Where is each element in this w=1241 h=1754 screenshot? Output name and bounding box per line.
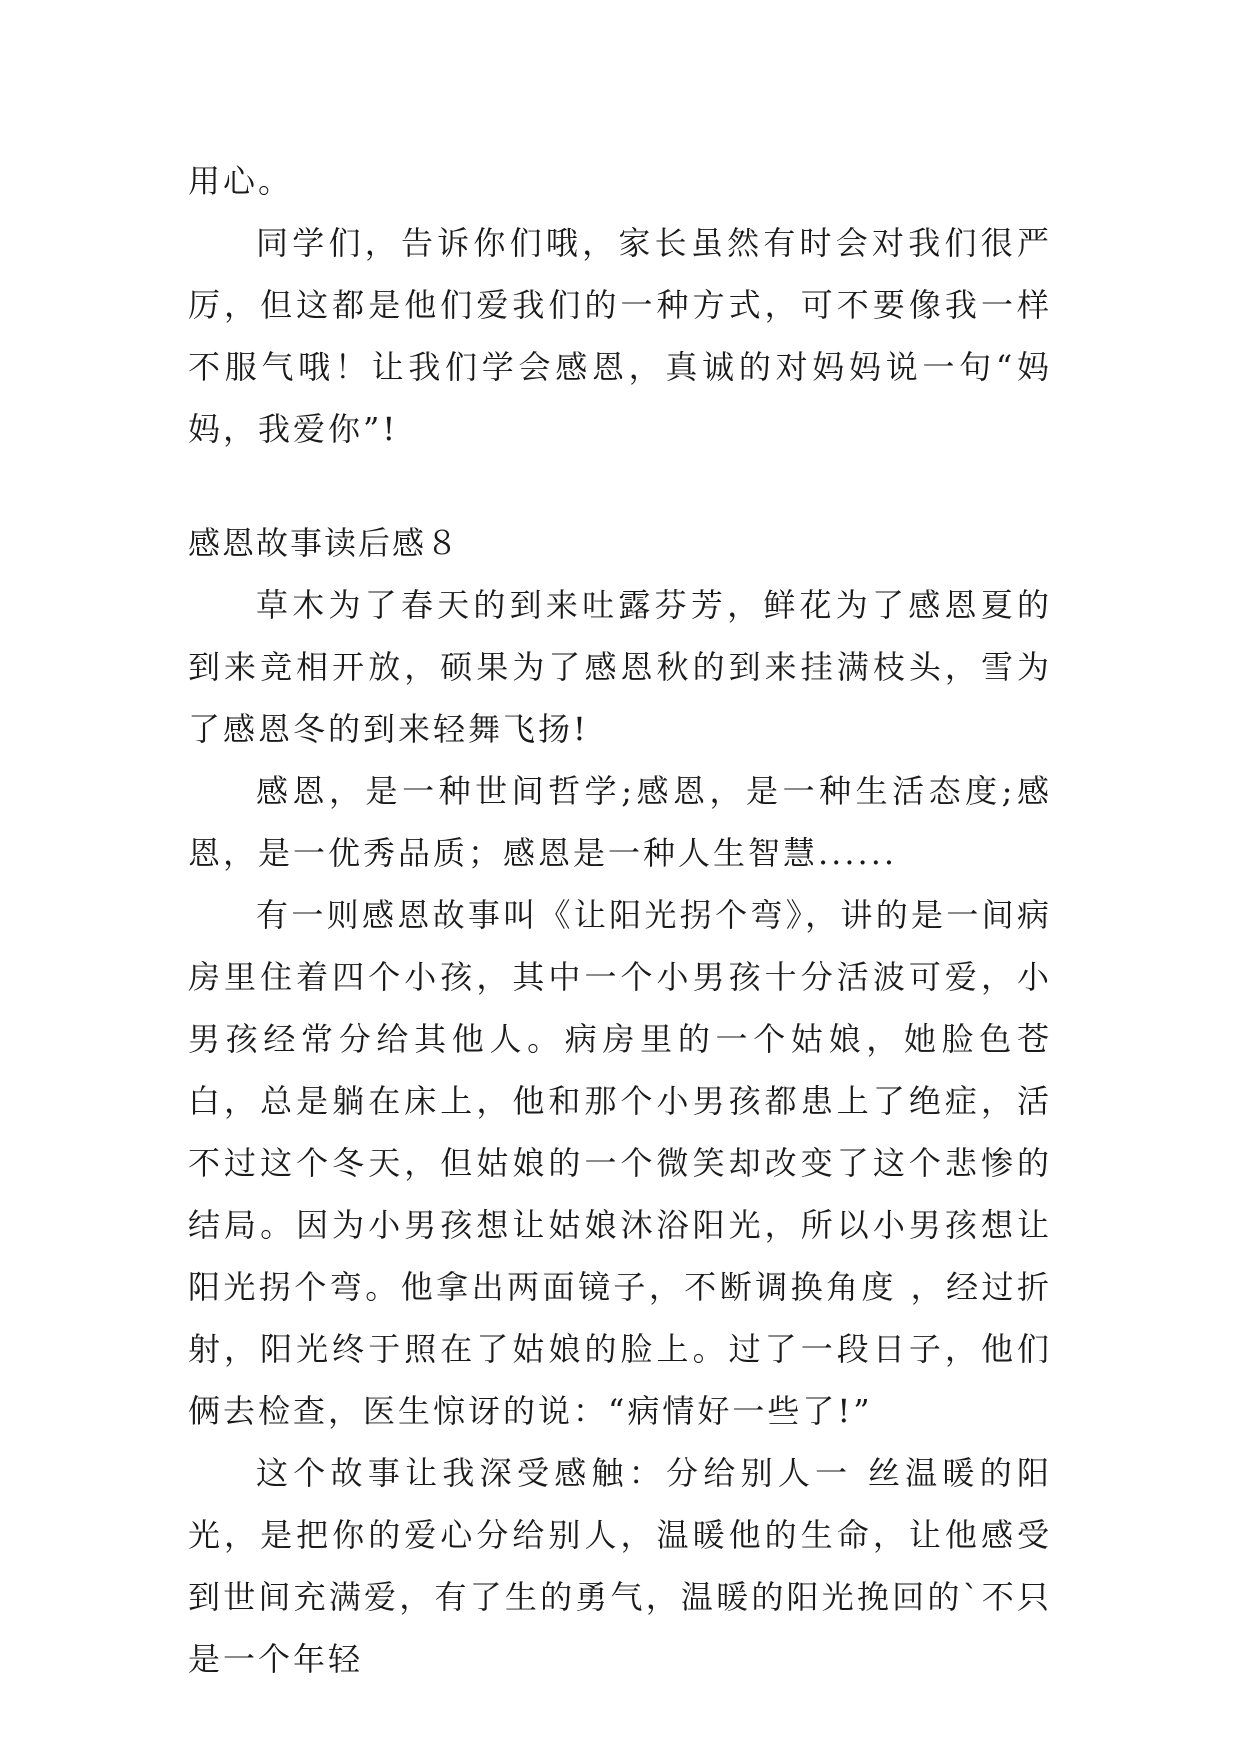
paragraph-gratitude-definition: 感恩，是一种世间哲学;感恩，是一种生活态度;感恩，是一优秀品质；感恩是一种人生智慧...... <box>188 772 1052 872</box>
paragraph-gratitude-to-parents: 同学们，告诉你们哦，家长虽然有时会对我们很严厉，但这都是他们爱我们的一种方式，可不要像我一样不服气哦！让我们学会感恩，真诚的对妈妈说一句“妈妈，我爱你”! <box>188 224 1052 448</box>
paragraph-reflection: 这个故事让我深受感触：分给别人一 丝温暖的阳光，是把你的爱心分给别人，温暖他的生命，让他感受到世间充满爱，有了生的勇气，温暖的阳光挽回的`不只是一个年轻 <box>188 1454 1052 1678</box>
paragraph-seasons: 草木为了春天的到来吐露芬芳，鲜花为了感恩夏的到来竞相开放，硕果为了感恩秋的到来挂满枝头，雪为了感恩冬的到来轻舞飞扬! <box>188 586 1052 748</box>
document-body <box>188 150 1052 1690</box>
paragraph-continuation: 用心。 <box>188 162 294 200</box>
section-heading: 感恩故事读后感８ <box>188 524 461 562</box>
paragraph-story: 有一则感恩故事叫《让阳光拐个弯》，讲的是一间病房里住着四个小孩，其中一个小男孩十分活波可爱，小男孩经常分给其他人。病房里的一个姑娘，她脸色苍白，总是躺在床上，他和那个小男孩都患上了绝症，活不过这个冬天，但姑娘的一个微笑却改变了这个悲惨的结局。因为小男孩想让姑娘沐浴阳光，所以小男孩想让阳光拐个弯。他拿出两面镜子，不断调换角度 ，经过折射，阳光终于照在了姑娘的脸上。过了一段日子，他们俩去检查，医生惊讶的说：“病情好一些了!” <box>188 896 1052 1430</box>
